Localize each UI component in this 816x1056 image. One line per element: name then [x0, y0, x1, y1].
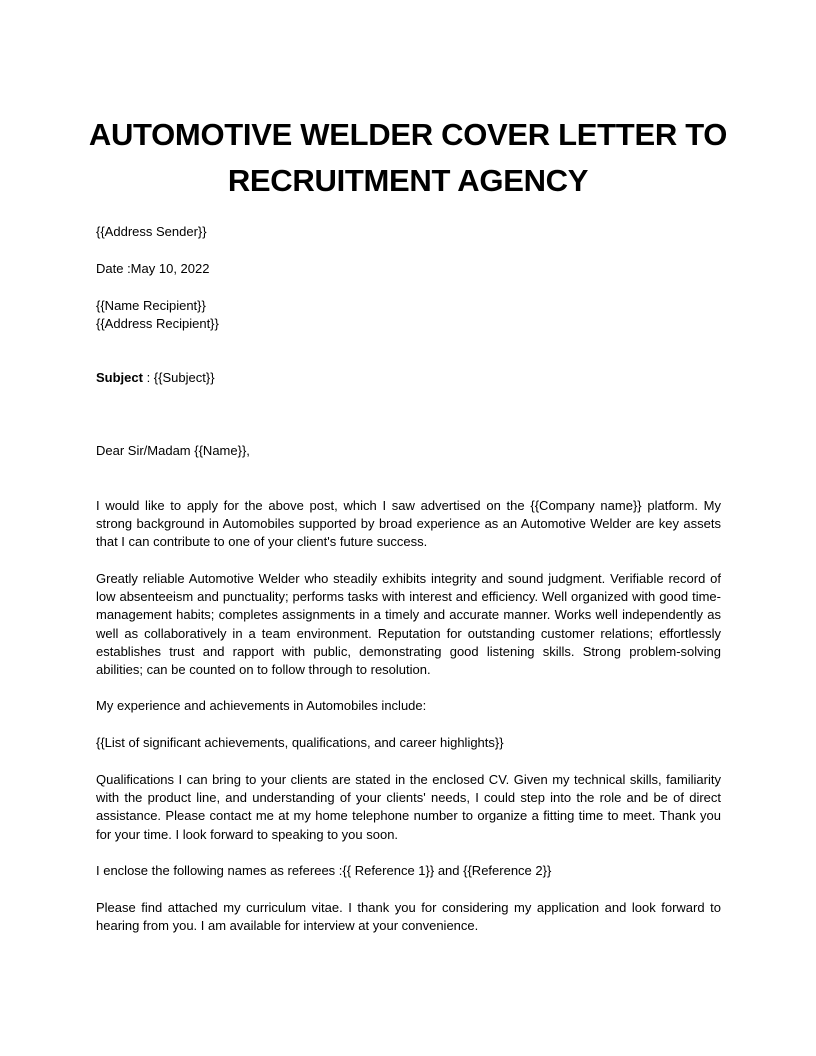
recipient-address: {{Address Recipient}}	[96, 316, 219, 331]
paragraph-referees: I enclose the following names as referees :{{ Reference 1}} and {{Reference 2}}	[96, 863, 552, 878]
paragraph-experience-intro: My experience and achievements in Automobiles include:	[96, 698, 427, 713]
paragraph-profile: Greatly reliable Automotive Welder who steadily exhibits integrity and sound judgment. Verifiable record of low absenteeism and punctuality; performs tasks with interest and efficiency. Well organized with good time-management habits; completes assignments in a timely and accurate manner. Works well independently as well as collaboratively in a team environment. Reputation for outstanding customer relations; effortlessly establishes trust and rapport with public, demonstrating good listening skills. Strong problem-solving abilities; can be counted on to follow through to resolution.	[96, 571, 721, 678]
subject-line	[96, 369, 215, 387]
salutation: Dear Sir/Madam {{Name}},	[96, 443, 250, 458]
title-line-2: RECRUITMENT AGENCY	[227, 163, 589, 198]
paragraph-achievements-placeholder: {{List of significant achievements, qualifications, and career highlights}}	[96, 735, 504, 750]
paragraph-intro: I would like to apply for the above post, which I saw advertised on the {{Company name}} platform. My strong background in Automobiles supported by broad experience as an Automotive Welder are key assets that I can contribute to one of your client's future success.	[96, 498, 721, 550]
subject-label: Subject	[96, 370, 143, 385]
sender-address: {{Address Sender}}	[96, 224, 207, 239]
paragraph-qualifications: Qualifications I can bring to your clients are stated in the enclosed CV. Given my technical skills, familiarity with the product line, and understanding of your clients' needs, I could step into the role and be of direct assistance. Please contact me at my home telephone number to organize a fitting time to meet. Thank you for your time. I look forward to speaking to you soon.	[96, 772, 721, 842]
letter-date: Date :May 10, 2022	[96, 261, 210, 276]
paragraph-closing: Please find attached my curriculum vitae. I thank you for considering my application and look forward to hearing from you. I am available for interview at your convenience.	[96, 900, 721, 934]
recipient-name: {{Name Recipient}}	[96, 298, 206, 313]
subject-value: : {{Subject}}	[142, 370, 215, 385]
document-title	[60, 112, 756, 204]
title-line-1: AUTOMOTIVE WELDER COVER LETTER TO	[88, 117, 728, 152]
